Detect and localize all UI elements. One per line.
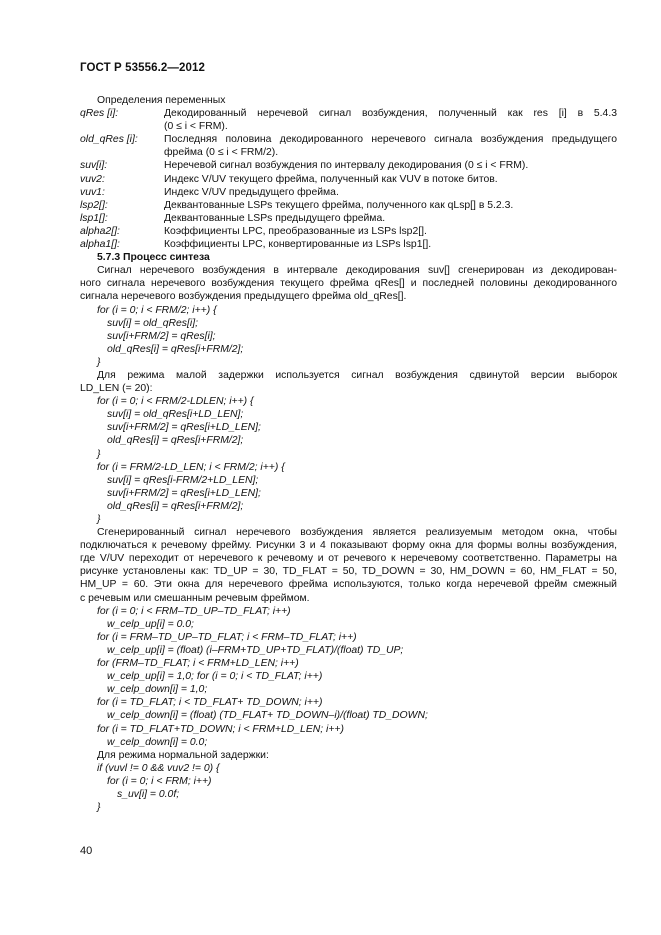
definition-line: фрейма (0 ≤ i < FRM/2). [164,147,279,159]
code-line: } [97,514,101,525]
paragraph-line: сигнала неречевого возбуждения предыдущего фрейма old_qRes[]. [80,291,407,303]
paragraph-2 [80,369,617,395]
definition-description [164,199,617,212]
definition-term: alpha1[]: [80,239,120,251]
code-line: for (i = 0; i < FRM; i++) [107,775,212,787]
definition-line: Деквантованные LSPs текущего фрейма, полученного как qLsp[] в 5.2.3. [164,199,514,211]
paragraph-line: LD_LEN (= 20): [80,383,153,395]
definition-line: Индекс V/UV предыдущего фрейма. [164,186,339,198]
definition-item [80,225,617,238]
code-line: for (i = TD_FLAT; i < TD_FLAT+ TD_DOWN; i++) [97,697,323,709]
paragraph-line: с речевым или смешанным речевым фреймом. [80,592,310,604]
code-line: } [97,448,101,460]
definition-term: vuv2: [80,173,105,185]
definition-line: Коэффициенты LPC, конвертированные из LSPs lsp1[]. [164,239,432,251]
code-line: for (i = 0; i < FRM–TD_UP–TD_FLAT; i++) [97,605,291,617]
code-line: w_celp_up[i] = 1,0; for (i = 0; i < TD_FLAT; i++) [107,671,323,683]
definition-line: Коэффициенты LPC, преобразованные из LSPs lsp2[]. [164,225,427,237]
definition-description [164,225,617,238]
definition-term: lsp1[]: [80,212,108,224]
definition-item [80,212,617,225]
code-line: for (FRM–TD_FLAT; i < FRM+LD_LEN; i++) [97,658,299,670]
code-line: for (i = TD_FLAT+TD_DOWN; i < FRM+LD_LEN; i++) [97,723,344,735]
code-line: for (i = 0; i < FRM/2-LDLEN; i++) { [97,396,254,408]
page-header: ГОСТ Р 53556.2—2012 [80,62,205,74]
code-line: suv[i+FRM/2] = qRes[i]; [107,330,216,342]
definition-line: Индекс V/UV текущего фрейма, полученный как VUV в потоке битов. [164,173,498,185]
definition-term: suv[i]: [80,160,108,172]
definition-item [80,199,617,212]
code-line: for (i = FRM/2-LD_LEN; i < FRM/2; i++) { [97,461,285,473]
definition-item [80,133,617,159]
definition-description [164,107,617,133]
code-line: old_qRes[i] = qRes[i+FRM/2]; [107,343,244,355]
definition-item [80,173,617,186]
definition-line: Декодированный неречевой сигнал возбуждения, полученный как res [i] в 5.4.3 [164,108,617,120]
code-line: w_celp_down[i] = (float) (TD_FLAT+ TD_DOWN–i)/(float) TD_DOWN; [107,710,428,722]
paragraph-line: где V/UV переходит от неречевого к речевому и от речевого к неречевому соответственно. Параметры на [80,553,617,565]
code-line: suv[i+FRM/2] = qRes[i+LD_LEN]; [107,422,261,434]
definition-description [164,159,617,172]
page-number: 40 [80,845,93,857]
definition-term: lsp2[]: [80,199,108,211]
definition-description [164,133,617,159]
code-line: suv[i+FRM/2] = qRes[i+LD_LEN]; [107,487,261,499]
definitions-title: Определения переменных [97,95,226,106]
code-block-3 [80,605,617,749]
code-line: if (vuvl != 0 && vuv2 != 0) { [97,762,220,774]
code-line: for (i = 0; i < FRM/2; i++) { [97,304,217,316]
definition-description [164,238,617,251]
code-line: for (i = FRM–TD_UP–TD_FLAT; i < FRM–TD_FLAT; i++) [97,631,357,643]
code-line: } [97,802,101,814]
code-line: w_celp_up[i] = 0.0; [107,618,194,630]
code-block-4 [80,762,617,814]
code-line: w_celp_down[i] = 1,0; [107,684,208,696]
code-line: old_qRes[i] = qRes[i+FRM/2]; [107,500,244,512]
paragraph-line: рисунке установлены как: TD_UP = 30, TD_FLAT = 50, TD_DOWN = 30, HM_DOWN = 60, HM_FLAT = 50, [80,566,617,578]
definition-line: Неречевой сигнал возбуждения по интервалу декодирования (0 ≤ i < FRM). [164,160,529,172]
code-line: w_celp_up[i] = (float) (i–FRM+TD_UP+TD_FLAT)/(float) TD_UP; [107,644,404,656]
definition-term: alpha2[]: [80,225,120,237]
paragraph-line: ного сигнала неречевого возбуждения текущего фрейма qRes[] и последней половины декодированного [80,278,617,290]
code-line: w_celp_down[i] = 0.0; [107,736,208,748]
code-line: s_uv[i] = 0.0f; [117,788,180,800]
definition-item [80,107,617,133]
code-line: old_qRes[i] = qRes[i+FRM/2]; [107,435,244,447]
paragraph-line: Сгенерированный сигнал неречевого возбуждения является реализуемым методом окна, чтобы [97,527,617,539]
page-body [80,94,617,814]
code-line: suv[i] = qRes[i-FRM/2+LD_LEN]; [107,474,259,486]
definition-item [80,238,617,251]
definition-description [164,173,617,186]
paragraph-line: Сигнал неречевого возбуждения в интервале декодирования suv[] сгенерирован из декодирован- [97,265,617,277]
paragraph-line: Для режима малой задержки используется сигнал возбуждения сдвинутой версии выборок [97,369,617,381]
definition-line: Деквантованные LSPs предыдущего фрейма. [164,212,386,224]
normal-delay-label: Для режима нормальной задержки: [97,749,269,761]
paragraph-3 [80,526,617,605]
code-line: } [97,356,101,368]
code-block-2 [80,395,617,526]
code-block-1 [80,304,617,369]
definition-description [164,212,617,225]
code-line: suv[i] = old_qRes[i]; [107,317,198,329]
definition-term: vuv1: [80,186,105,198]
definition-description [164,186,617,199]
paragraph-1 [80,264,617,303]
definition-line: Последняя половина декодированного неречевого сигнала возбуждения предыдущего [164,134,617,146]
definition-term: old_qRes [i]: [80,134,138,146]
code-line: suv[i] = old_qRes[i+LD_LEN]; [107,409,244,421]
definition-term: qRes [i]: [80,108,119,120]
section-title: 5.7.3 Процесс синтеза [97,252,210,264]
definition-item [80,159,617,172]
paragraph-line: HM_UP = 60. Эти окна для неречевого фрейма используются, только когда неречевой фрейм смежный [80,579,617,591]
definition-item [80,186,617,199]
definition-line: (0 ≤ i < FRM). [164,121,228,133]
paragraph-line: подключаться к речевому фрейму. Рисунки 3 и 4 показывают форму окна для формы волны возбуждения, [80,540,617,552]
